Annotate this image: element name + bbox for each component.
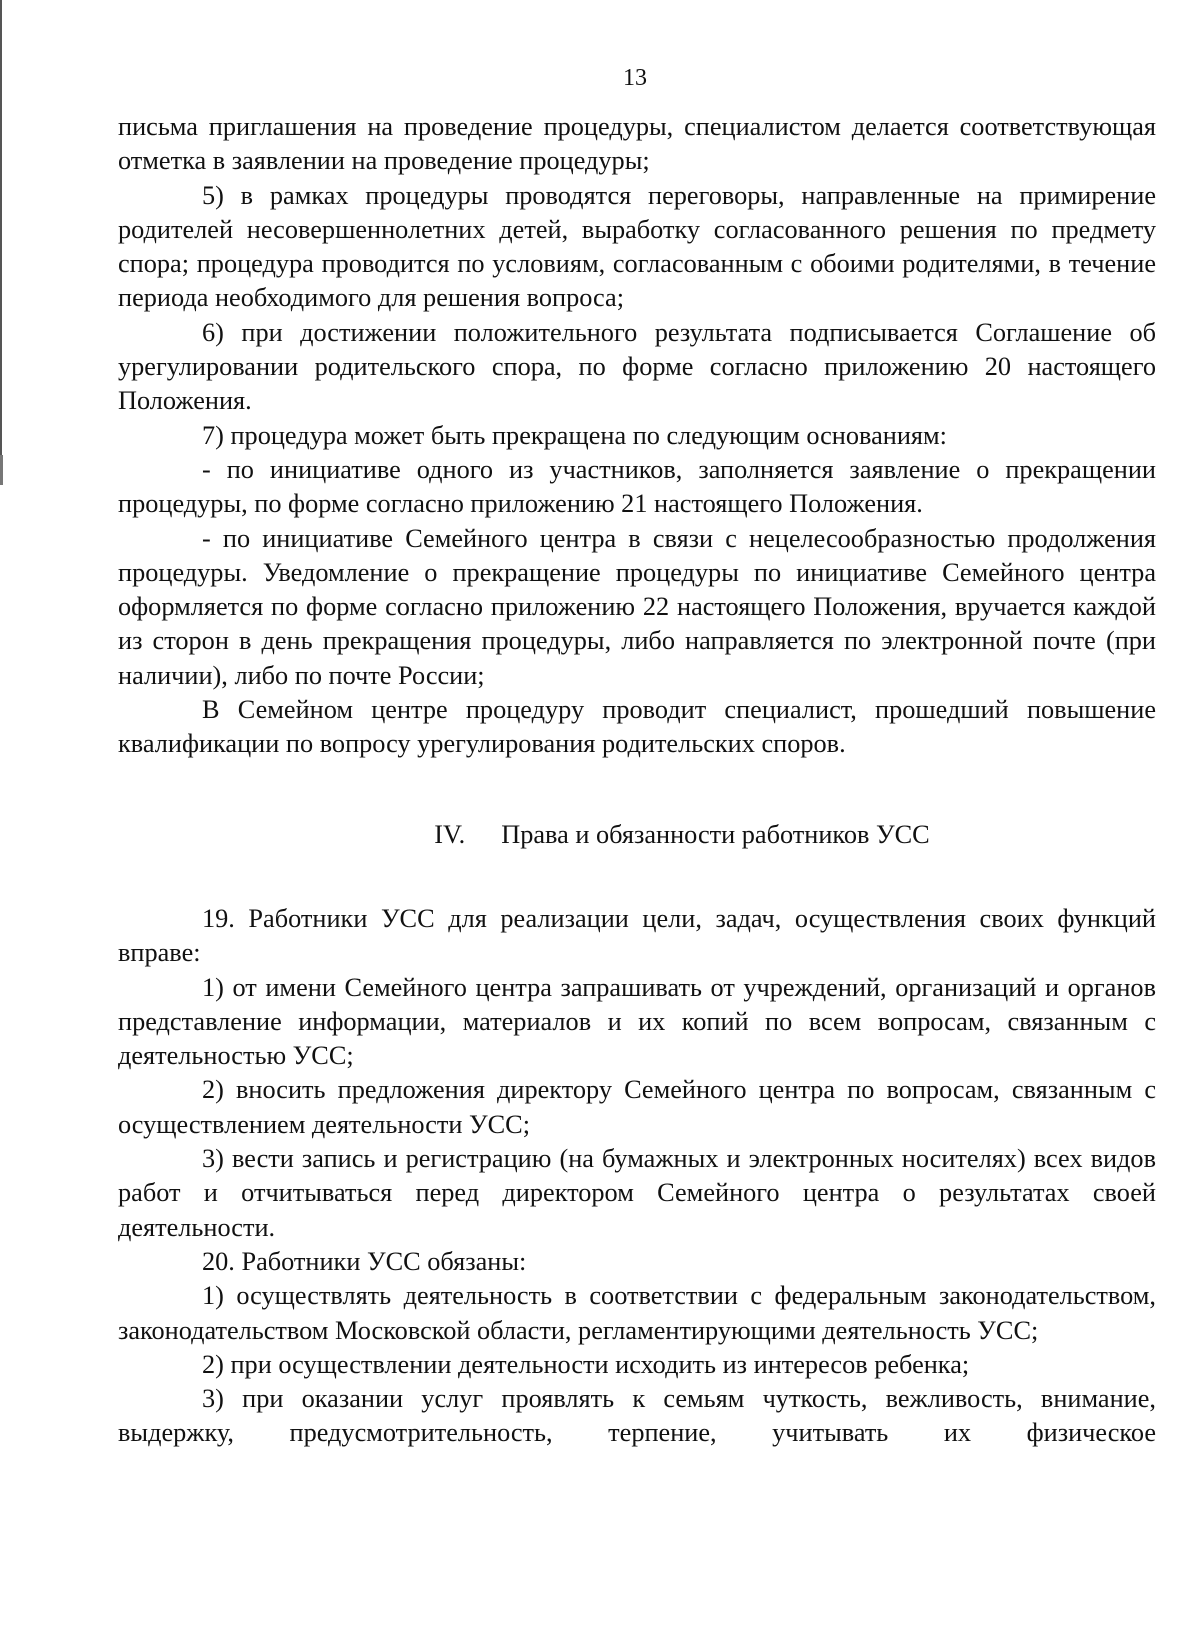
paragraph: 3) при оказании услуг проявлять к семьям чуткость, вежливость, внимание, выдержку, предусмотрительность, терпение, учитывать их физическое [118,1384,1156,1448]
paragraphs-after-section [118,902,1156,1451]
paragraph: - по инициативе одного из участников, заполняется заявление о прекращении процедуры, по форме согласно приложению 21 настоящего Положения. [118,454,1156,519]
paragraph: 5) в рамках процедуры проводятся переговоры, направленные на примирение родителей несовершеннолетних детей, выработку согласованного решения по предмету спора; процедура проводится по условиям, согласованным с обоими родителями, в течение периода необходимого для решения вопроса; [118,180,1156,313]
paragraph: письма приглашения на проведение процедуры, специалистом делается соответствующая отметка в заявлении на проведение процедуры; [118,112,1156,176]
paragraph: В Семейном центре процедуру проводит специалист, прошедший повышение квалификации по вопросу урегулирования родительских споров. [118,695,1156,759]
paragraphs-before-section [118,110,1156,762]
section-numeral: IV. [434,819,466,849]
scan-edge-mark [0,455,3,485]
paragraph: 6) при достижении положительного результата подписывается Соглашение об урегулировании родительского спора, по форме согласно приложению 20 настоящего Положения. [118,317,1156,416]
document-body [118,110,1156,1451]
paragraph: - по инициативе Семейного центра в связи с нецелесообразностью продолжения процедуры. Уведомление о прекращение процедуры по инициативе Семейного центра оформляется по форме согласно приложению 22 настоящего Положения, вручается каждой из сторон в день прекращения процедуры, либо направляется по электронной почте (при наличии), либо по почте России; [118,523,1156,690]
paragraph: 7) процедура может быть прекращена по следующим основаниям: [202,420,947,450]
paragraph: 2) вносить предложения директору Семейного центра по вопросам, связанным с осуществлением деятельности УСС; [118,1075,1156,1139]
section-title: Права и обязанности работников УСС [501,819,930,849]
paragraph: 2) при осуществлении деятельности исходить из интересов ребенка; [202,1349,970,1379]
paragraph: 19. Работники УСС для реализации цели, задач, осуществления своих функций вправе: [118,903,1156,968]
paragraph: 1) осуществлять деятельность в соответствии с федеральным законодательством, законодательством Московской области, регламентирующими деятельность УСС; [118,1281,1156,1345]
paragraph: 1) от имени Семейного центра запрашивать от учреждений, организаций и органов представление информации, материалов и их копий по всем вопросам, связанным с деятельностью УСС; [118,972,1156,1071]
paragraph: 3) вести запись и регистрацию (на бумажных и электронных носителях) всех видов работ и отчитываться перед директором Семейного центра о результатах своей деятельности. [118,1144,1156,1242]
paragraph: 20. Работники УСС обязаны: [202,1246,527,1276]
page-number: 13 [623,65,647,91]
section-heading [118,818,1156,852]
